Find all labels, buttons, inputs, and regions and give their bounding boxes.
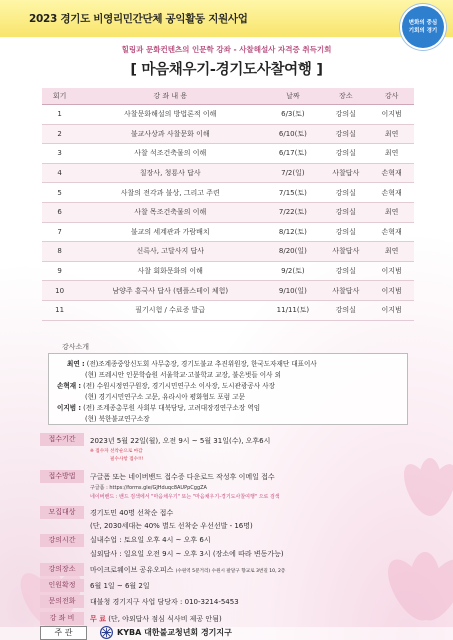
session-number: 7 bbox=[42, 222, 77, 242]
time-value: 실외답사 : 일요일 오전 9시 ~ 오후 3시 (장소에 따라 변동가능) bbox=[90, 550, 284, 558]
schedule-row bbox=[42, 124, 414, 144]
period-value: 2023년 5월 22일(월), 오전 9시 ~ 5월 31일(수), 오후6시 bbox=[90, 437, 271, 445]
session-lecturer: 최연 bbox=[369, 242, 414, 262]
session-subject: 사찰문화해설의 방법론적 이해 bbox=[77, 105, 263, 125]
schedule-row bbox=[42, 300, 414, 320]
col-header-lecturer: 강사 bbox=[369, 88, 414, 105]
time-value: 실내수업 : 토요일 오후 4시 ~ 오후 6시 bbox=[90, 536, 211, 544]
confirm-value: 6월 1일 ~ 6월 2일 bbox=[90, 582, 150, 590]
session-place: 강의실 bbox=[322, 105, 369, 125]
session-subject: 사찰 석조건축물의 이해 bbox=[77, 144, 263, 164]
naver-band-note: 네이버밴드 : 밴드 검색에서 "마음채우기" 또는 "마음채우기-경기도사찰여행" 으로 검색 bbox=[90, 494, 280, 500]
lecturer-line bbox=[57, 402, 260, 412]
session-place: 사찰답사 bbox=[322, 242, 369, 262]
session-date: 9/2(토) bbox=[263, 261, 322, 281]
lecturers-label: 강사소개 bbox=[62, 343, 90, 351]
schedule-row bbox=[42, 242, 414, 262]
lecturer-bio: (현) 프레시안 인문학습원 서울학교·고불학교 교장, 불온벗들 이사 외 bbox=[85, 371, 281, 379]
lecturer-line bbox=[57, 380, 275, 390]
session-lecturer: 손혁재 bbox=[369, 222, 414, 242]
session-lecturer: 손혁재 bbox=[369, 163, 414, 183]
lecturer-bio: (전) 조계종총무원 사회부 대북담당, 고려대장경연구소장 역임 bbox=[83, 404, 261, 412]
session-subject: 불교의 세계관과 가람배치 bbox=[77, 222, 263, 242]
time-label: 강의시간 bbox=[40, 534, 84, 547]
method-label: 접수방법 bbox=[40, 470, 84, 483]
place-name: 마이크로웨이브 공유오피스 bbox=[90, 566, 174, 574]
schedule-row bbox=[42, 261, 414, 281]
session-lecturer: 이지범 bbox=[369, 105, 414, 125]
subtitle: 힐링과 문화컨텐츠의 인문학 강좌 - 사찰해설사 자격증 취득기회 bbox=[121, 45, 332, 54]
fee-note: (단, 야외답사 점심 식사비 제공 안됨) bbox=[108, 615, 222, 623]
lecturer-line bbox=[85, 413, 150, 423]
session-date: 6/3(토) bbox=[263, 105, 322, 125]
target-value: 경기도민 40명 선착순 접수 bbox=[90, 509, 174, 517]
period-note: 필수사항 접수!!! bbox=[110, 457, 144, 462]
session-lecturer: 최연 bbox=[369, 124, 414, 144]
badge-line: 기회의 경기 bbox=[408, 28, 438, 34]
gyeonggi-badge bbox=[402, 6, 444, 48]
session-lecturer: 이지범 bbox=[369, 261, 414, 281]
period-note: ※ 접수자 선착순으로 마감 bbox=[90, 449, 143, 454]
fee-label: 강 좌 비 bbox=[40, 612, 84, 625]
session-lecturer: 손혁재 bbox=[369, 183, 414, 203]
schedule-row bbox=[42, 183, 414, 203]
confirm-label: 인원확정 bbox=[40, 579, 84, 592]
session-subject: 불교사상과 사찰문화 이해 bbox=[77, 124, 263, 144]
lotus-right-icon bbox=[370, 430, 453, 640]
badge-line: 변화의 중심 bbox=[408, 20, 438, 26]
host-name: KYBA 대한불교청년회 경기지구 bbox=[117, 628, 232, 637]
schedule-row bbox=[42, 222, 414, 242]
lecturer-bio: (전) 수원시정연구원장, 경기시민연구소 이사장, 도시관광공사 사장 bbox=[83, 382, 275, 390]
google-form-link[interactable]: 구글폼 : https://forms.gle/GJHduqc8AUPpCggZA bbox=[90, 485, 207, 491]
schedule-row bbox=[42, 281, 414, 301]
session-number: 5 bbox=[42, 183, 77, 203]
session-lecturer: 이지범 bbox=[369, 300, 414, 320]
session-number: 3 bbox=[42, 144, 77, 164]
session-subject: 사찰의 전각과 불상, 그리고 주련 bbox=[77, 183, 263, 203]
session-number: 2 bbox=[42, 124, 77, 144]
period-label: 접수기간 bbox=[40, 433, 84, 446]
fee-value bbox=[90, 614, 222, 624]
project-banner bbox=[0, 0, 453, 37]
session-date: 6/17(토) bbox=[263, 144, 322, 164]
schedule-header-row bbox=[42, 88, 414, 105]
session-place: 강의실 bbox=[322, 261, 369, 281]
lecturers-box bbox=[48, 353, 408, 425]
session-subject: 사찰 회화문화의 이해 bbox=[77, 261, 263, 281]
contact-value: 대불청 경기지구 사업 담당자 : 010-3214-5453 bbox=[90, 598, 239, 606]
session-place: 강의실 bbox=[322, 124, 369, 144]
lecturer-bio: (현) 경기시민연구소 고문, 유라시아 평화협도 포럼 고문 bbox=[85, 393, 245, 401]
session-date: 6/10(토) bbox=[263, 124, 322, 144]
session-place: 강의실 bbox=[322, 202, 369, 222]
col-header-subject: 강 좌 내 용 bbox=[77, 88, 263, 105]
session-lecturer: 최연 bbox=[369, 202, 414, 222]
lecturer-name: 손혁재 : bbox=[57, 382, 82, 390]
target-label: 모집대상 bbox=[40, 506, 84, 519]
session-number: 4 bbox=[42, 163, 77, 183]
session-number: 8 bbox=[42, 242, 77, 262]
session-number: 1 bbox=[42, 105, 77, 125]
schedule-row bbox=[42, 163, 414, 183]
session-lecturer: 이지범 bbox=[369, 281, 414, 301]
schedule-row bbox=[42, 144, 414, 164]
col-header-session: 회기 bbox=[42, 88, 77, 105]
place-value bbox=[90, 565, 285, 575]
session-subject: 남양주 흥국사 답사 (템플스테이 체험) bbox=[77, 281, 263, 301]
col-header-date: 날짜 bbox=[263, 88, 322, 105]
lecturer-line bbox=[85, 391, 245, 401]
target-value: (단, 2030세대는 40% 별도 선착순 우선선발 - 16명) bbox=[90, 522, 253, 530]
fee-free: 무 료 bbox=[90, 615, 106, 623]
lecturer-line bbox=[67, 358, 317, 368]
session-date: 11/11(토) bbox=[263, 300, 322, 320]
main-title: [ 마음채우기-경기도사찰여행 ] bbox=[130, 62, 323, 78]
session-place: 사찰답사 bbox=[322, 281, 369, 301]
kyba-logo-icon bbox=[100, 626, 113, 639]
schedule-table bbox=[42, 88, 414, 321]
session-number: 10 bbox=[42, 281, 77, 301]
lecturer-name: 이지범 : bbox=[57, 404, 82, 412]
lecturer-bio: (현) 북한불교연구소장 bbox=[85, 415, 150, 423]
session-date: 7/15(토) bbox=[263, 183, 322, 203]
session-number: 6 bbox=[42, 202, 77, 222]
col-header-place: 장소 bbox=[322, 88, 369, 105]
place-label: 강의장소 bbox=[40, 563, 84, 576]
session-place: 강의실 bbox=[322, 183, 369, 203]
session-subject: 칠장사, 청룡사 답사 bbox=[77, 163, 263, 183]
schedule-row bbox=[42, 105, 414, 125]
method-value: 구글폼 또는 네이버밴드 접수증 다운로드 작성후 이메일 접수 bbox=[90, 473, 275, 481]
lecturer-line bbox=[85, 369, 281, 379]
project-title: 2023 경기도 비영리민간단체 공익활동 지원사업 bbox=[29, 13, 248, 25]
session-subject: 필기시험 / 수료증 발급 bbox=[77, 300, 263, 320]
session-date: 9/10(일) bbox=[263, 281, 322, 301]
schedule-body bbox=[42, 105, 414, 321]
session-date: 7/22(토) bbox=[263, 202, 322, 222]
session-date: 8/20(일) bbox=[263, 242, 322, 262]
host-label: 주 관 bbox=[40, 626, 87, 640]
session-number: 11 bbox=[42, 300, 77, 320]
session-subject: 사찰 목조건축물의 이해 bbox=[77, 202, 263, 222]
session-date: 8/12(토) bbox=[263, 222, 322, 242]
place-address: (수원역 5분거리) 수원시 팔달구 향교로 3번길 10, 2층 bbox=[175, 569, 286, 574]
session-place: 강의실 bbox=[322, 300, 369, 320]
session-lecturer: 최연 bbox=[369, 144, 414, 164]
session-number: 9 bbox=[42, 261, 77, 281]
session-place: 강의실 bbox=[322, 222, 369, 242]
session-place: 강의실 bbox=[322, 144, 369, 164]
schedule-row bbox=[42, 202, 414, 222]
lecturer-name: 최연 : bbox=[67, 360, 85, 368]
session-subject: 신륵사, 고달사지 답사 bbox=[77, 242, 263, 262]
session-date: 7/2(일) bbox=[263, 163, 322, 183]
lecturer-bio: (전)조계종중앙신도회 사무총장, 경기도불교 추진위원장, 한국도자재단 대표이사 bbox=[86, 360, 317, 368]
session-place: 사찰답사 bbox=[322, 163, 369, 183]
contact-label: 문의전화 bbox=[40, 595, 84, 608]
